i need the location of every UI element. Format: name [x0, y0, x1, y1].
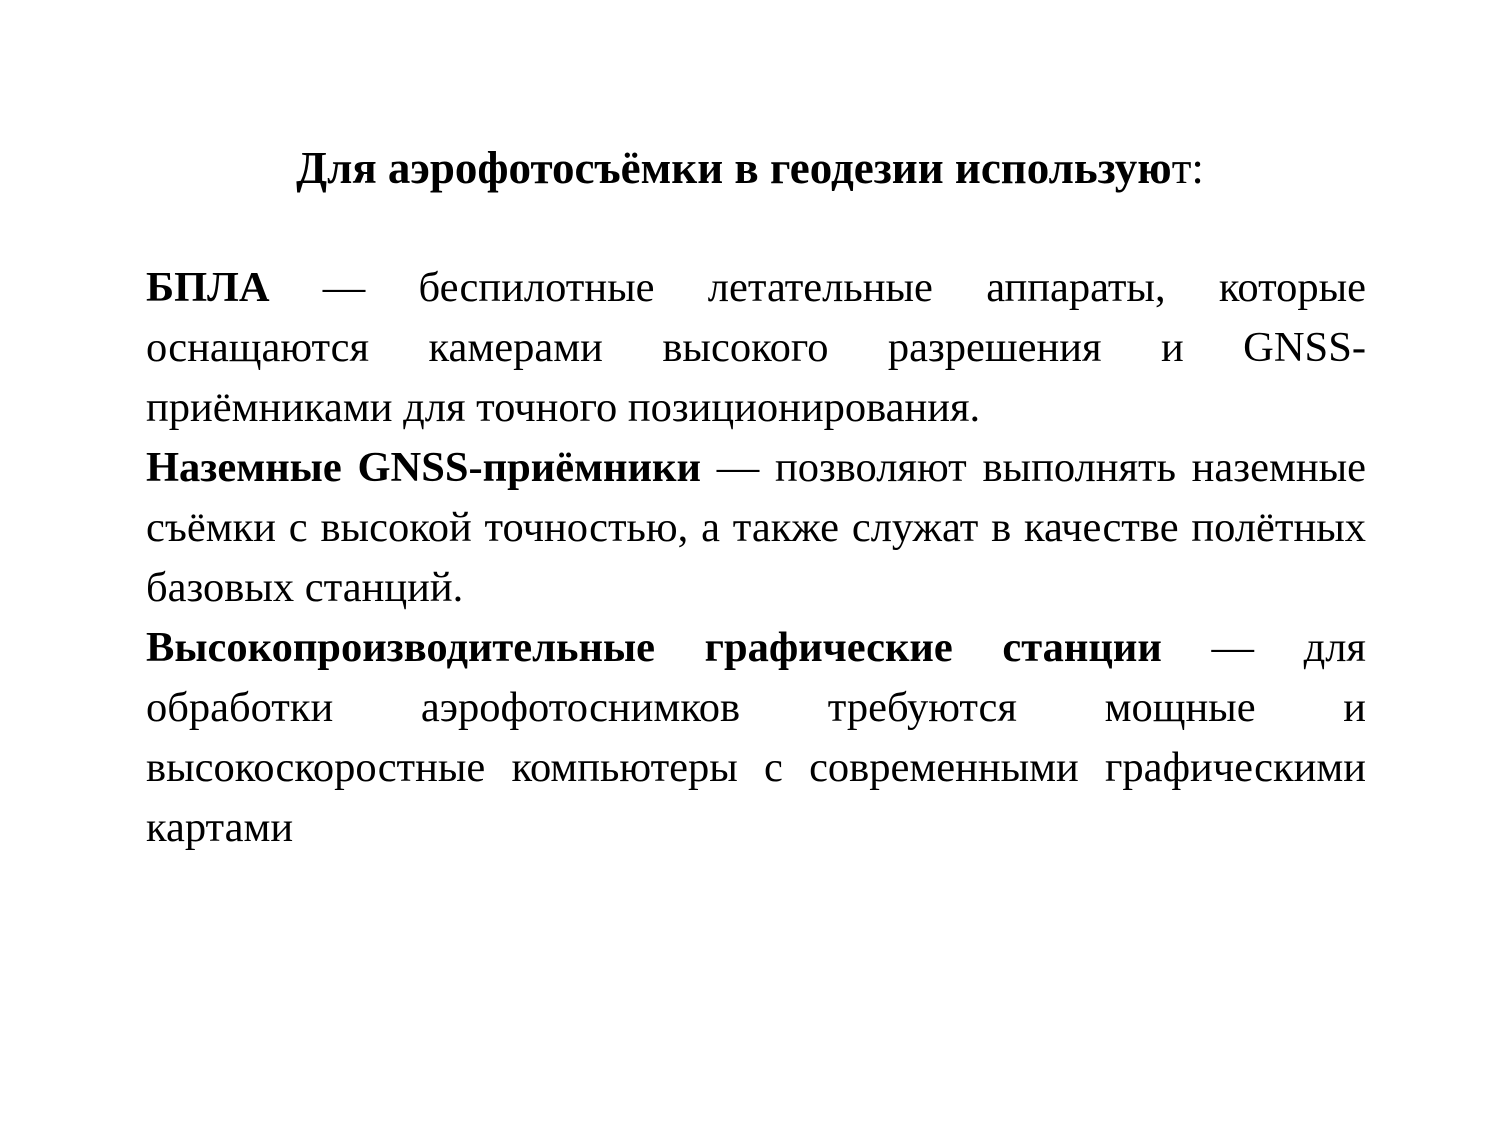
paragraph-uav [146, 258, 1366, 438]
slide-body [146, 258, 1366, 858]
term-gnss-receivers: Наземные GNSS-приёмники [146, 444, 702, 491]
description-graphic-workstations: — для обработки аэрофотоснимков требуются мощные и высокоскоростные компьютеры с современными графическими картами [146, 624, 1366, 851]
slide-title-end: т: [1171, 143, 1204, 193]
slide-title-bold: Для аэрофотосъёмки в геодезии использую [296, 143, 1172, 193]
term-uav: БПЛА [146, 264, 270, 311]
paragraph-workstations [146, 618, 1366, 858]
term-graphic-workstations: Высокопроизводительные графические станции [146, 624, 1162, 671]
paragraph-gnss [146, 438, 1366, 618]
description-gnss-receivers: — позволяют выполнять наземные съёмки с высокой точностью, а также служат в качестве полётных базовых станций. [146, 444, 1367, 611]
description-uav: — беспилотные летательные аппараты, которые оснащаются камерами высокого разрешения и GNSS-приёмниками для точного позиционирования. [146, 264, 1366, 431]
slide-title [0, 138, 1500, 198]
